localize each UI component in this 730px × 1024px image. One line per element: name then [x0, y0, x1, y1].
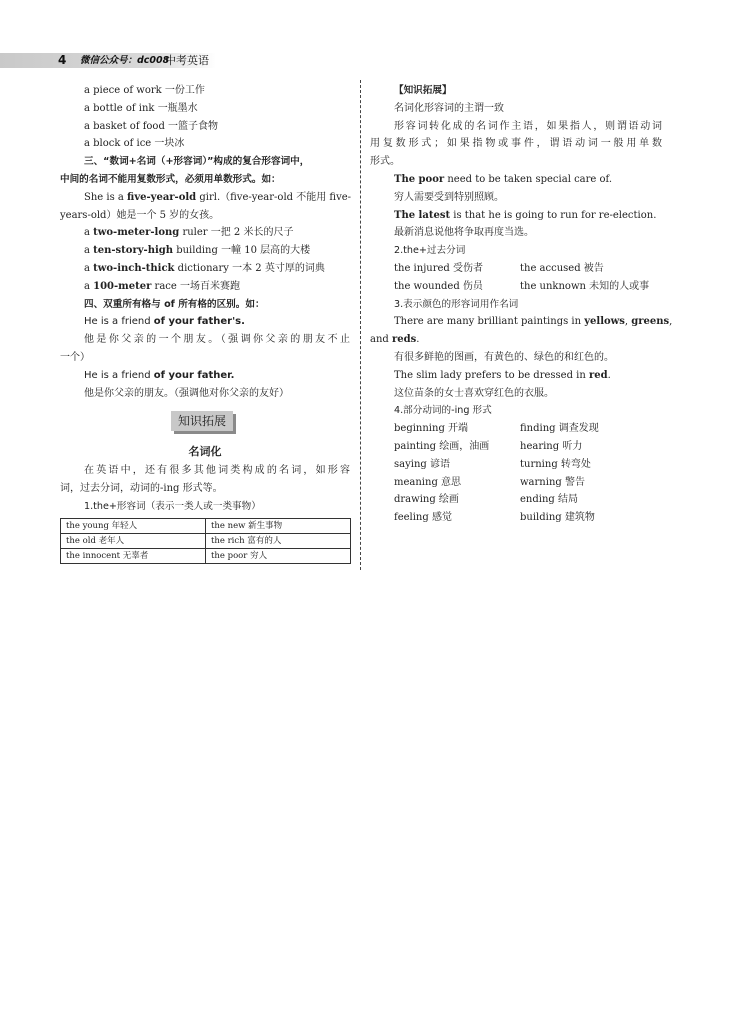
example-sentence: There are many brilliant paintings in yellows, greens, — [394, 316, 673, 328]
table-cell: the young 年轻人 — [61, 518, 206, 533]
example-item: a two-meter-long ruler 一把 2 米长的尺子 — [84, 227, 294, 239]
example-item: a ten-story-high building 一幢 10 层高的大楼 — [84, 245, 311, 257]
paragraph-line: 词，过去分词，动词的-ing 形式等。 — [60, 483, 223, 495]
right-column — [370, 82, 673, 527]
example-translation: 穷人需要受到特别照顾。 — [394, 191, 504, 203]
example-item: a basket of food 一篮子食物 — [84, 120, 219, 132]
example-item: a 100-meter race 一场百米赛跑 — [84, 280, 240, 292]
table-cell: the poor 穷人 — [206, 548, 351, 563]
subheading: 1.the+形容词（表示一类人或一类事物） — [84, 500, 261, 512]
example-sentence-cont: years-old）她是一个 5 岁的女孩。 — [60, 209, 220, 221]
section-heading-cont: 中间的名词不能用复数形式，必须用单数形式。如： — [60, 173, 281, 185]
box-heading: 【知识拓展】 — [394, 85, 452, 96]
table-row — [61, 548, 351, 563]
nominalization-title: 名词化 — [188, 445, 222, 459]
example-sentence-cont: and reds. — [370, 334, 420, 346]
example-sentence: She is a five-year-old girl.（five-year-old 不能用 five- — [84, 191, 352, 203]
left-column — [60, 82, 350, 564]
example-sentence: He is a friend of your father's. — [84, 316, 245, 328]
table-row — [61, 518, 351, 533]
example-translation: 最新消息说他将争取再度当选。 — [394, 227, 534, 239]
example-item: a two-inch-thick dictionary 一本 2 英寸厚的词典 — [84, 262, 325, 274]
paragraph-line: 形容词转化成的名词作主语，如果指人，则谓语动词 — [394, 120, 662, 132]
table-row — [61, 533, 351, 548]
example-sentence: The slim lady prefers to be dressed in red. — [394, 369, 611, 381]
word-pair-row: the wounded 伤员 the unknown 未知的人或事 — [394, 280, 650, 292]
word-pair-row: meaning 意思 warning 警告 — [394, 476, 585, 488]
knowledge-badge-wrap — [60, 402, 350, 442]
word-pair-row: feeling 感觉 building 建筑物 — [394, 512, 595, 524]
column-divider — [360, 80, 361, 570]
example-translation: 他是你父亲的朋友。（强调他对你父亲的友好） — [84, 387, 289, 399]
paragraph-line: 形式。 — [370, 156, 400, 168]
example-translation-cont: 一个） — [60, 351, 90, 363]
paragraph-line: 用复数形式；如果指物或事件，谓语动词一般用单数 — [370, 138, 662, 150]
table-cell: the innocent 无辜者 — [61, 548, 206, 563]
subheading: 3.表示颜色的形容词用作名词 — [394, 298, 519, 310]
subheading: 4.部分动词的-ing 形式 — [394, 405, 492, 417]
example-item: a bottle of ink 一瓶墨水 — [84, 102, 198, 114]
word-pair-row: beginning 开端 finding 调查发现 — [394, 423, 599, 435]
word-pair-row: drawing 绘画 ending 结局 — [394, 494, 578, 506]
example-translation: 他是你父亲的一个朋友。（强调你父亲的朋友不止 — [84, 334, 350, 346]
example-item: a block of ice 一块冰 — [84, 138, 185, 150]
word-pair-row: painting 绘画，油画 hearing 听力 — [394, 440, 583, 452]
section-heading: 三、“数词+名词（+形容词）”构成的复合形容词中， — [84, 156, 310, 168]
knowledge-badge: 知识拓展 — [171, 411, 233, 431]
page-number: 4 — [58, 53, 67, 67]
example-translation: 这位苗条的女士喜欢穿红色的衣服。 — [394, 387, 554, 399]
word-pair-row: saying 谚语 turning 转弯处 — [394, 458, 591, 470]
adjective-noun-table — [60, 518, 351, 564]
table-cell: the rich 富有的人 — [206, 533, 351, 548]
table-cell: the new 新生事物 — [206, 518, 351, 533]
example-sentence: The latest is that he is going to run for re-election. — [394, 209, 657, 221]
paragraph-line: 在英语中，还有很多其他词类构成的名词，如形容 — [84, 465, 350, 477]
word-pair-row: the injured 受伤者 the accused 被告 — [394, 262, 604, 274]
table-cell: the old 老年人 — [61, 533, 206, 548]
example-item: a piece of work 一份工作 — [84, 85, 205, 96]
section-heading: 四、双重所有格与 of 所有格的区别。如： — [84, 298, 265, 310]
example-translation: 有很多鲜艳的图画，有黄色的、绿色的和红色的。 — [394, 351, 614, 363]
example-sentence: The poor need to be taken special care of. — [394, 173, 613, 185]
subject-title: 名词化形容词的主谓一致 — [394, 102, 504, 114]
example-sentence: He is a friend of your father. — [84, 369, 235, 381]
subheading: 2.the+过去分词 — [394, 245, 466, 257]
book-title: 中考英语 — [165, 54, 209, 67]
wechat-id: 微信公众号：dc008 — [80, 55, 170, 66]
